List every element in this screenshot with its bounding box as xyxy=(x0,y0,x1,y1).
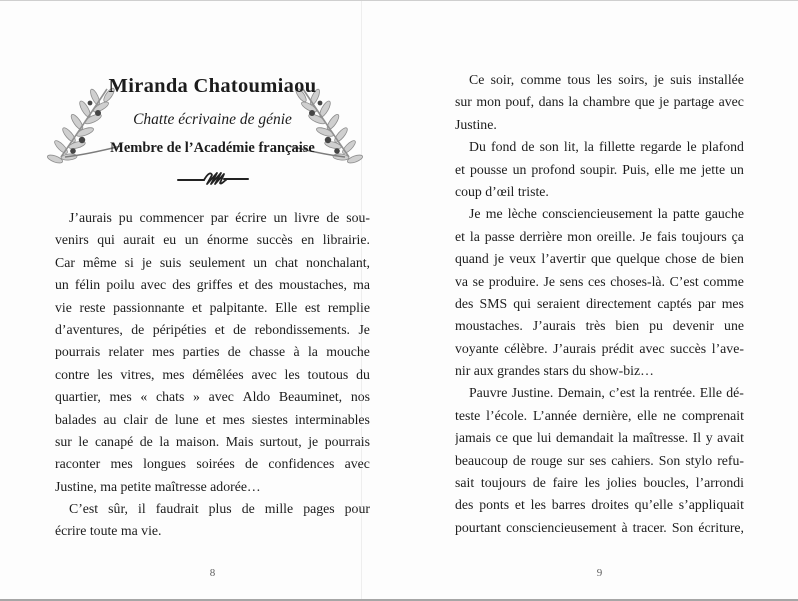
text-line: pourrais relater mes parties de chasse à la mouche xyxy=(55,344,370,360)
text-line: sur le canapé de la maison. Mais surtout, je pourrais xyxy=(55,433,370,449)
text-line: Justine, ma petite maîtresse adorée… xyxy=(55,478,261,494)
text-line: sur mon pouf, dans la chambre que je partage avec xyxy=(455,94,744,110)
chapter-author-title: Miranda Chatoumiaou xyxy=(108,75,317,97)
left-page xyxy=(55,1,370,599)
text-line: teste l’école. L’année dernière, elle ne comprenait xyxy=(455,407,744,423)
text-line: un félin poilu avec des griffes et des moustaches, ma xyxy=(55,277,370,293)
text-line: et pousse un profond soupir. Puis, elle me jette un xyxy=(455,161,744,177)
text-line: pourtant consciencieusement à tracer. Son écriture, xyxy=(455,519,744,535)
text-line: Je me lèche consciencieusement la patte gauche xyxy=(469,206,744,222)
text-line: venirs qui aurait eu un énorme succès en librairie. xyxy=(55,232,370,248)
text-line: beaucoup de rouge sur ses cahiers. Son stylo refu- xyxy=(455,452,744,468)
text-line: sait toujours de faire les jolies boucles, l’arrondi xyxy=(455,475,744,491)
text-line: contre les vitres, mes démêlées avec les toutous du xyxy=(55,366,370,382)
text-line: des ponts et les barres droites qu’elle s’appliquait xyxy=(455,497,744,513)
text-line: coup d’œil triste. xyxy=(455,183,549,199)
chapter-author-affiliation: Membre de l’Académie française xyxy=(110,140,315,156)
text-line: balades au clair de lune et mes siestes interminables xyxy=(55,411,370,427)
text-line: quartier, mes « chats » avec Aldo Beauminet, nos xyxy=(55,389,370,405)
olive-branch-icon xyxy=(289,85,375,177)
text-line: Du fond de son lit, la fillette regarde le plafond xyxy=(469,139,744,155)
text-line: et la passe derrière mon oreille. Je fais toujours ça xyxy=(455,228,744,244)
text-line: J’aurais pu commencer par écrire un livre de sou- xyxy=(69,210,370,225)
text-line: raconter mes longues soirées de confidences avec xyxy=(55,456,370,472)
scribble-divider-icon xyxy=(176,168,250,190)
text-line: voyante célèbre. J’aurais prédit avec succès l’ave- xyxy=(455,340,744,356)
text-line: d’aventures, de péripéties et de rebondissements. Je xyxy=(55,321,370,337)
text-line: jamais ce que lui demandait la maîtresse. Il y avait xyxy=(455,430,744,446)
text-line: Ce soir, comme tous les soirs, je suis installée xyxy=(469,72,744,87)
text-line: des SMS qui seraient directement captés par mes xyxy=(455,295,744,311)
text-line: nir aux grandes stars du show-biz… xyxy=(455,363,654,379)
text-line: vie reste passionnante et palpitante. Elle est remplie xyxy=(55,299,370,315)
text-line: Car même si je suis seulement un chat nonchalant, xyxy=(55,254,370,270)
text-line: Justine. xyxy=(455,116,497,132)
text-line: quand je veux l’avertir que quelque chose de bien xyxy=(455,251,744,267)
page-number-left: 8 xyxy=(209,567,216,579)
text-line: écrire toute ma vie. xyxy=(55,523,162,539)
text-line: Pauvre Justine. Demain, c’est la rentrée. Elle dé- xyxy=(469,385,744,401)
text-line: moustaches. J’aurais très bien pu devenir une xyxy=(455,318,744,334)
left-page-body xyxy=(55,207,370,543)
chapter-author-subtitle: Chatte écrivaine de génie xyxy=(133,111,292,128)
olive-branch-icon xyxy=(35,85,121,177)
text-line: C’est sûr, il faudrait plus de mille pages pour xyxy=(69,501,370,517)
page-number-right: 9 xyxy=(596,567,603,579)
right-page-body xyxy=(455,69,744,539)
text-line: va se produire. Je sens ces choses-là. C’est comme xyxy=(455,273,744,289)
right-page xyxy=(455,1,744,599)
